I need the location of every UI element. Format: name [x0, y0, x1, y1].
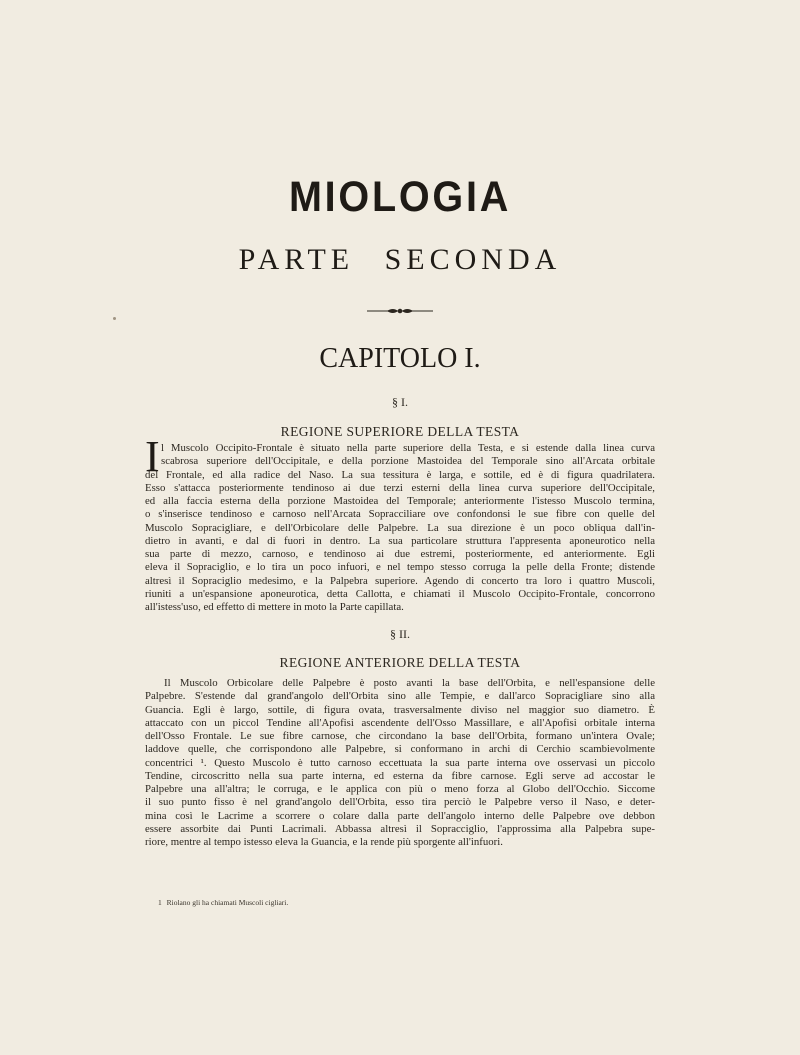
footnote-number: 1 — [158, 898, 162, 907]
text-line: laddove quelle, che corrispondono alle Palpebre, si conformano in archi di Cerchio scambievolmente — [145, 743, 655, 756]
ornament-divider-icon — [365, 304, 435, 318]
section-heading-2: REGIONE ANTERIORE DELLA TESTA — [279, 655, 521, 670]
section-mark-2: § II. — [390, 627, 410, 641]
text-line: Guancia. Egli è largo, sottile, di figura ovata, trasversalmente diviso nel maggior suo diametro. È — [145, 703, 655, 716]
text-line: ed alla faccia esterna della porzione Mastoidea del Temporale; anteriormente l'istesso Muscolo termina, — [145, 495, 655, 507]
text-line: Muscolo Sopracigliare, e dell'Orbicolare delle Palpebre. La sua direzione è un poco obliqua dall'in- — [145, 521, 655, 534]
text-line: mina così le Lacrime a scorrere o colare dalla parte dell'angolo interno delle Palpebre ove debbon — [145, 809, 655, 822]
text-line: attaccato con un piccol Tendine all'Apofisi ascendente dell'Osso Massillare, e all'Apofisi orbitale interna — [145, 716, 655, 729]
text-line: Esso s'attacca posteriormente tendinoso ai due terzi esterni della linea curva superiore dell'Occipitale, — [145, 481, 655, 494]
footnote-text: Riolano gli ha chiamati Muscoli cigliari. — [166, 898, 289, 907]
text-line: il suo punto fisso è nel grand'angolo dell'Orbita, esso tira perciò le Palpebre verso il Naso, e deter- — [145, 796, 655, 809]
section-mark-1: § I. — [392, 395, 408, 409]
section-heading-1: REGIONE SUPERIORE DELLA TESTA — [280, 424, 520, 439]
text-line: o s'inserisce tendinoso e carnoso nell'Arcata Sopracciliare ove confondonsi le sue fibre con quelle del — [145, 508, 655, 521]
text-line: all'istess'uso, ed effetto di mettere in moto la Parte capillata. — [145, 601, 404, 613]
chapter-heading: CAPITOLO I. — [319, 343, 481, 374]
text-line: Il Muscolo Orbicolare delle Palpebre è posto avanti la base dell'Orbita, e nell'espansione delle — [164, 677, 655, 689]
part-subtitle: PARTE SECONDA — [238, 243, 562, 276]
text-line: Palpebre una all'altra; le corruga, e le applica con più o meno forza al Globo dell'Occhio. Siccome — [145, 783, 655, 795]
paragraph-1 — [145, 432, 655, 614]
text-line: eleva il Sopraciglio, e lo tira un poco infuori, e nel tempo stesso corruga la pelle della Fronte; distende — [145, 561, 655, 574]
text-line: dell'Osso Frontale. Le sue fibre carnose, che circondano la base dell'Orbita, formano un'intera Ovale; — [145, 730, 655, 742]
text-line: altresì il Sopraciglio medesimo, e la Palpebra superiore. Agendo di concerto tra loro i quattro Muscoli, — [145, 574, 655, 587]
text-line: concentrici ¹. Questo Muscolo è tutto carnoso eccettuata la sua parte interna ove osservasi un piccolo — [145, 756, 655, 769]
text-line: l Muscolo Occipito-Frontale è situato nella parte superiore della Testa, e si estende dalla linea curva — [161, 442, 655, 454]
text-line: sua parte di mezzo, carnoso, e tendinoso ai due estremi, posteriormente, ed anteriormente. Egli — [145, 548, 655, 560]
text-line: del Frontale, ed alla radice del Naso. La sua tessitura è larga, e sottile, ed è di figura quadrilatera. — [145, 468, 655, 481]
text-line: Tendine, circoscritto nella sua parte interna, ed esterna da fibre carnose. Egli serve ad accostar le — [145, 769, 655, 782]
text-line: riore, mentre al tempo istesso eleva la Guancia, e la rende più sporgente all'infuori. — [145, 836, 503, 848]
text-line: Palpebre. S'estende dal grand'angolo dell'Orbita sino alle Tempie, e dall'arco Sopracigliare sino alla — [145, 690, 655, 703]
drop-cap: I — [145, 432, 160, 481]
paragraph-2 — [145, 677, 655, 849]
text-line: essere assorbite dai Punti Lacrimali. Abbassa altresì il Sopracciglio, l'approssima alla Palpebra supe- — [145, 822, 655, 835]
text-line: dietro in avanti, e dal di fuori in dentro. La sua particolare struttura l'appresenta aponeurotico nella — [145, 534, 655, 547]
text-line: scabrosa superiore dell'Occipitale, e della porzione Mastoidea del Temporale sino all'Arcata orbitale — [161, 455, 655, 468]
paper-speck — [113, 317, 116, 320]
footnote — [158, 898, 288, 907]
text-line: riuniti a un'espansione aponeurotica, detta Callotta, e chiamati il Muscolo Occipito-Frontale, concorrono — [145, 587, 655, 600]
page-title: MIOLOGIA — [288, 173, 512, 221]
